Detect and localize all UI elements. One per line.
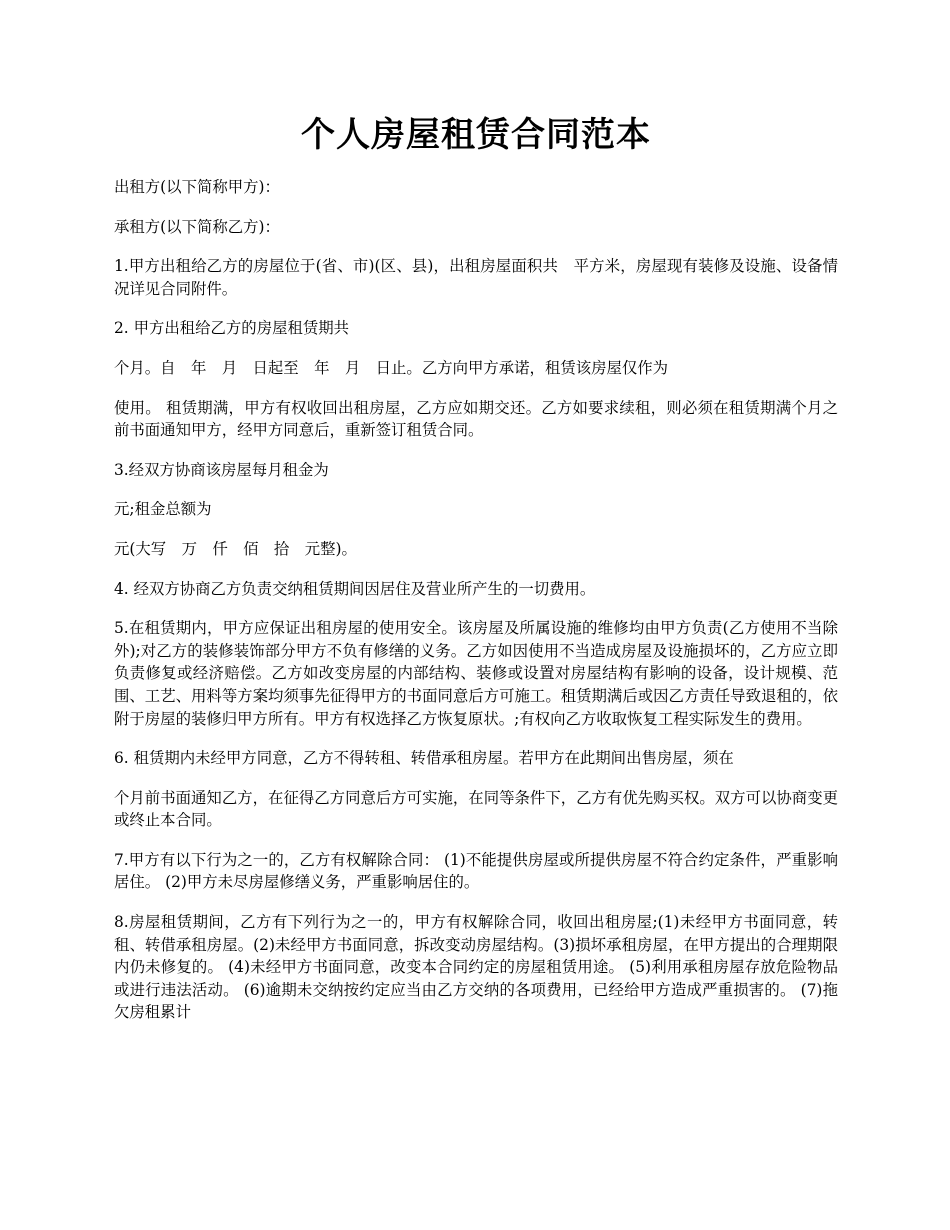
paragraph-clause-3-total: 元;租金总额为 [114, 500, 212, 519]
paragraph-clause-1: 1.甲方出租给乙方的房屋位于(省、市)(区、县)，出租房屋面积共 平方米，房屋现有装修及设施、设备情况详见合同附件。 [114, 257, 838, 298]
paragraph-clause-7: 7.甲方有以下行为之一的，乙方有权解除合同： (1)不能提供房屋或所提供房屋不符合约定条件，严重影响居住。 (2)甲方未尽房屋修缮义务，严重影响居住的。 [114, 850, 838, 892]
paragraph-clause-8: 8.房屋租赁期间，乙方有下列行为之一的，甲方有权解除合同，收回出租房屋;(1)未经甲方书面同意，转租、转借承租房屋。(2)未经甲方书面同意，拆改变动房屋结构。(3)损坏承租房屋，在甲方提出的合理期限内仍未修复的。 (4)未经甲方书面同意，改变本合同约定的房屋租赁用途。 (5)利用承租房屋存放危险物品或进行违法活动。 (6)逾期未交纳按约定应当由乙方交纳的各项费用，已经给甲方造成严重损害的。 (7)拖欠房租累计 [114, 913, 838, 1022]
paragraph-clause-6: 6. 租赁期内未经甲方同意，乙方不得转租、转借承租房屋。若甲方在此期间出售房屋，须在 [114, 749, 734, 768]
paragraph-clause-2: 2. 甲方出租给乙方的房屋租赁期共 [114, 319, 350, 338]
paragraph-lessee: 承租方(以下简称乙方)： [114, 217, 280, 236]
paragraph-lessor: 出租方(以下简称甲方)： [114, 178, 280, 196]
paragraph-clause-4: 4. 经双方协商乙方负责交纳租赁期间因居住及营业所产生的一切费用。 [114, 579, 596, 598]
paragraph-clause-2-usage: 使用。 租赁期满，甲方有权收回出租房屋，乙方应如期交还。乙方如要求续租，则必须在租赁期满个月之前书面通知甲方，经甲方同意后，重新签订租赁合同。 [114, 398, 838, 440]
paragraph-clause-2-period: 个月。自 年 月 日起至 年 月 日止。乙方向甲方承诺，租赁该房屋仅作为 [114, 358, 669, 377]
paragraph-clause-5: 5.在租赁期内，甲方应保证出租房屋的使用安全。该房屋及所属设施的维修均由甲方负责(乙方使用不当除外);对乙方的装修装饰部分甲方不负有修缮的义务。乙方如因使用不当造成房屋及设施损坏的，乙方应立即负责修复或经济赔偿。乙方如改变房屋的内部结构、装修或设置对房屋结构有影响的设备，设计规模、范围、工艺、用料等方案均须事先征得甲方的书面同意后方可施工。租赁期满后或因乙方责任导致退租的，依附于房屋的装修归甲方所有。甲方有权选择乙方恢复原状。;有权向乙方收取恢复工程实际发生的费用。 [114, 619, 838, 728]
paragraph-clause-3: 3.经双方协商该房屋每月租金为 [114, 460, 329, 479]
document-title: 个人房屋租赁合同范本 [301, 115, 651, 155]
paragraph-clause-3-capital: 元(大写 万 仟 佰 拾 元整)。 [114, 539, 357, 558]
paragraph-clause-6-notice: 个月前书面通知乙方，在征得乙方同意后方可实施，在同等条件下，乙方有优先购买权。双方可以协商变更或终止本合同。 [114, 788, 838, 830]
document-body [114, 176, 838, 1024]
